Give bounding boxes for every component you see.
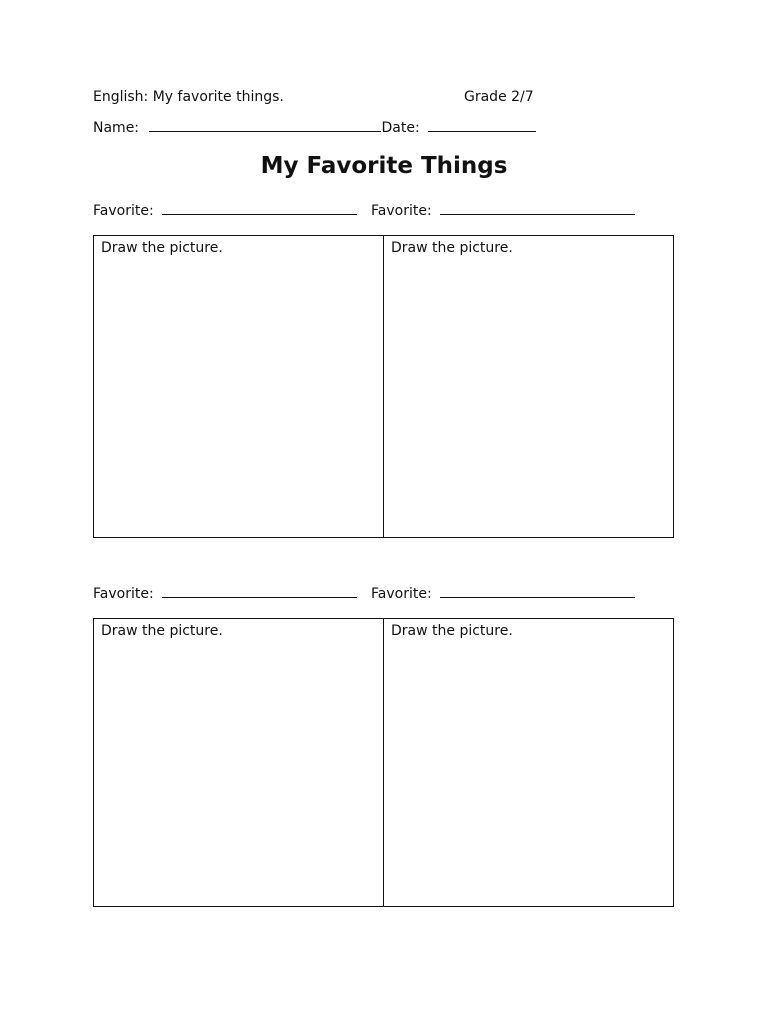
favorite-label: Favorite: bbox=[371, 586, 432, 602]
grade-label: Grade 2/7 bbox=[464, 89, 534, 105]
subject-line: English: My favorite things. bbox=[93, 89, 284, 105]
drawing-box-label: Draw the picture. bbox=[101, 623, 223, 639]
favorite-field[interactable] bbox=[162, 584, 357, 598]
drawing-grid-bottom bbox=[93, 618, 674, 907]
drawing-box-label: Draw the picture. bbox=[391, 623, 513, 639]
drawing-box-label: Draw the picture. bbox=[101, 240, 223, 256]
date-field[interactable] bbox=[428, 118, 536, 132]
drawing-box-4[interactable] bbox=[383, 619, 673, 906]
drawing-box-1[interactable] bbox=[94, 236, 383, 537]
name-label: Name: bbox=[93, 120, 140, 136]
favorite-label: Favorite: bbox=[371, 203, 432, 219]
name-field[interactable] bbox=[149, 118, 381, 132]
drawing-box-3[interactable] bbox=[94, 619, 383, 906]
favorite-row-1-right bbox=[371, 201, 635, 220]
favorite-field[interactable] bbox=[440, 584, 635, 598]
favorite-row-1-left bbox=[93, 201, 357, 220]
date-label: Date: bbox=[381, 120, 420, 136]
favorite-field[interactable] bbox=[440, 201, 635, 215]
favorite-row-2-right bbox=[371, 584, 635, 603]
favorite-label: Favorite: bbox=[93, 586, 154, 602]
page-title: My Favorite Things bbox=[260, 153, 508, 179]
drawing-box-label: Draw the picture. bbox=[391, 240, 513, 256]
favorite-label: Favorite: bbox=[93, 203, 154, 219]
favorite-field[interactable] bbox=[162, 201, 357, 215]
drawing-grid-top bbox=[93, 235, 674, 538]
drawing-box-2[interactable] bbox=[383, 236, 673, 537]
name-date-row bbox=[93, 118, 536, 137]
favorite-row-2-left bbox=[93, 584, 357, 603]
